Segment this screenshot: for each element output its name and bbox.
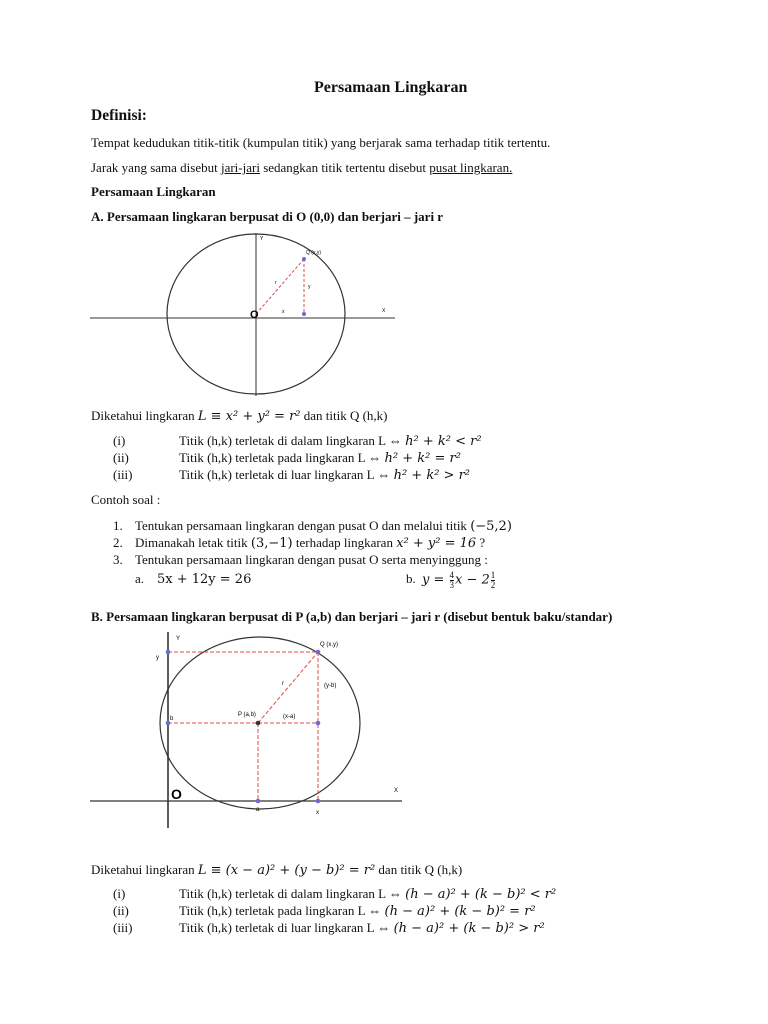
condition-a-1-num: (i) [113,433,126,448]
condition-a-2-eq: h² + k² = r² [384,451,461,466]
radius-line-b [258,652,318,723]
condition-a-2-text: Titik (h,k) terletak pada lingkaran L ⇔ [179,450,385,465]
soal-3b-mix-num: 1 [490,570,496,580]
soal-1-text: Tentukan persamaan lingkaran dengan pusat O dan melalui titik [135,518,471,533]
condition-b-1-eq: (h − a)² + (k − b)² < r² [405,887,557,902]
label-p-b: P (a,b) [238,712,256,718]
label-a-tick-b: a [256,807,260,813]
soal-3-text: Tentukan persamaan lingkaran dengan pusat O serta menyinggung : [135,552,488,567]
label-b-tick-b: b [170,716,174,722]
point-q-b [316,650,321,655]
point-xb-b [316,721,321,726]
soal-3b-mix-den: 2 [490,580,496,590]
soal-3b-fraction [450,571,455,590]
jari-jari-term: jari-jari [220,160,260,175]
label-x-tick-b: x [316,810,319,816]
label-q-b: Q (x,y) [320,642,338,648]
soal-2 [113,535,485,551]
jarak-text-1: Jarak yang sama disebut [91,160,221,175]
condition-b-2-eq: (h − a)² + (k − b)² = r² [384,904,536,919]
point-x-axis-b [316,799,321,804]
condition-a-1 [113,433,482,449]
point-x-a [302,312,306,316]
condition-a-2-num: (ii) [113,450,129,465]
condition-b-3 [113,920,545,936]
soal-3b [406,571,495,590]
soal-3b-eq-pre: y = [422,572,449,588]
condition-a-3-text: Titik (h,k) terletak di luar lingkaran L ⇔ [179,467,394,482]
pusat-term: pusat lingkaran. [429,160,513,175]
jarak-paragraph [91,160,512,176]
definisi-text: Tempat kedudukan titik-titik (kumpulan titik) yang berjarak sama terhadap titik tertentu. [91,135,551,150]
given-a-eq: L ≡ x² + y² = r² [197,409,301,424]
condition-a-1-eq: h² + k² < r² [405,434,482,449]
label-y-axis-b: Y [176,636,181,642]
given-b [91,862,462,878]
contoh-soal-label: Contoh soal : [91,492,161,507]
label-r-b: r [282,681,284,687]
condition-b-3-text: Titik (h,k) terletak di luar lingkaran L ⇔ [179,920,394,935]
figure-a-circle-origin [90,228,400,400]
radius-line-a [256,259,304,314]
label-origin-b: O [171,786,182,802]
soal-3a-eq: 5x + 12y = 26 [157,572,252,587]
condition-b-1-text: Titik (h,k) terletak di dalam lingkaran L ⇔ [179,886,406,901]
soal-2-text: Dimanakah letak titik [135,535,251,550]
label-origin-a: O [250,309,259,321]
soal-1 [113,518,512,534]
label-y-axis-a: Y [260,236,264,242]
given-b-pre: Diketahui lingkaran [91,862,198,877]
soal-3 [113,552,488,568]
soal-3a-label: a. [135,571,145,586]
given-a [91,408,388,424]
given-b-post: dan titik Q (h,k) [375,862,463,877]
label-x-seg-a: x [282,309,285,315]
soal-3b-label: b. [406,571,416,587]
given-b-eq: L ≡ (x − a)² + (y − b)² = r² [197,863,376,878]
point-a-axis-b [256,799,261,804]
figure-b-circle-center [90,630,410,830]
condition-b-2-text: Titik (h,k) terletak pada lingkaran L ⇔ [179,903,385,918]
soal-3b-mixed-fraction [491,571,496,590]
condition-a-1-text: Titik (h,k) terletak di dalam lingkaran L ⇔ [179,433,406,448]
label-y-seg-a: y [308,284,311,290]
point-p-b [256,721,261,726]
condition-b-2-num: (ii) [113,903,129,918]
soal-2-eq: (3,−1) [250,536,293,551]
soal-3a [135,571,251,587]
label-xma-b: (x-a) [283,714,296,720]
label-y-tick-b: y [156,655,159,661]
persamaan-subheading: Persamaan Lingkaran [91,184,216,199]
soal-2-num: 2. [113,535,123,550]
condition-a-3-eq: h² + k² > r² [393,468,470,483]
soal-3b-eq-mid: x − 2 [455,572,490,588]
label-ymb-b: (y-b) [324,683,337,689]
page-title: Persamaan Lingkaran [314,79,468,96]
soal-2-post: terhadap lingkaran [292,535,397,550]
label-q-a: Q (x,y) [306,250,321,256]
condition-a-3-num: (iii) [113,467,133,482]
soal-3-num: 3. [113,552,123,567]
condition-b-2 [113,903,536,919]
given-a-post: dan titik Q (h,k) [300,408,388,423]
condition-b-1 [113,886,556,902]
point-y-axis-b [166,650,171,655]
condition-a-3 [113,467,470,483]
soal-3b-frac-num: 4 [449,570,455,580]
soal-1-num: 1. [113,518,123,533]
condition-b-3-num: (iii) [113,920,133,935]
point-q-a [302,257,306,261]
label-r-a: r [275,280,277,286]
label-x-axis-a: X [382,308,386,314]
condition-a-2 [113,450,461,466]
section-a-heading: A. Persamaan lingkaran berpusat di O (0,0) dan berjari – jari r [91,209,444,224]
label-x-axis-b: X [394,788,399,794]
soal-3b-frac-den: 3 [449,580,455,590]
definisi-heading: Definisi: [91,107,147,124]
section-b-heading: B. Persamaan lingkaran berpusat di P (a,b) dan berjari – jari r (disebut bentuk baku/standar) [91,609,613,624]
soal-1-eq: (−5,2) [470,519,512,534]
condition-b-3-eq: (h − a)² + (k − b)² > r² [393,921,545,936]
soal-2-post2: ? [476,535,486,550]
condition-b-1-num: (i) [113,886,126,901]
jarak-text-2: sedangkan titik tertentu disebut [259,160,430,175]
soal-2-eq2: x² + y² = 16 [396,536,477,551]
given-a-pre: Diketahui lingkaran [91,408,198,423]
